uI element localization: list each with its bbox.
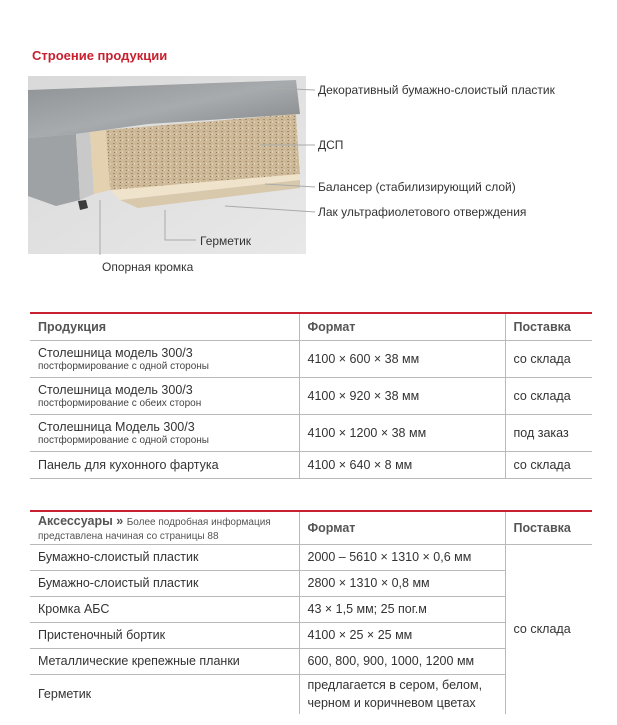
label-support-edge: Опорная кромка [102,260,194,274]
table-row [30,544,592,570]
product-supply: со склада [505,377,592,414]
col-format-header: Формат [299,511,505,544]
label-sealant: Герметик [200,234,252,248]
accessory-format: 2000 – 5610 × 1310 × 0,6 мм [299,544,505,570]
accessories-note: Более подробная информация представлена начиная со страницы 88 [38,516,271,542]
accessory-name: Пристеночный бортик [30,622,299,648]
product-note: постформирование с одной стороны [38,360,209,372]
col-supply-header: Поставка [505,313,592,340]
accessory-name: Металлические крепежные планки [30,648,299,674]
table-row [30,414,592,451]
accessory-format: 600, 800, 900, 1000, 1200 мм [299,648,505,674]
accessory-name: Кромка АБС [30,596,299,622]
product-name: Столешница Модель 300/3 [38,419,195,434]
accessories-table [30,510,592,714]
accessories-header [30,511,299,544]
callout-lines [0,0,617,300]
product-format: 4100 × 640 × 8 мм [299,451,505,478]
product-format: 4100 × 600 × 38 мм [299,340,505,377]
table-row [30,377,592,414]
section-title: Строение продукции [32,48,168,63]
product-supply: под заказ [505,414,592,451]
accessory-format: предлагается в сером, белом, черном и коричневом цветах [307,678,483,711]
product-format: 4100 × 920 × 38 мм [299,377,505,414]
accessory-supply: со склада [513,622,571,637]
product-name: Столешница модель 300/3 [38,382,193,397]
accessory-format: 2800 × 1310 × 0,8 мм [299,570,505,596]
product-name: Панель для кухонного фартука [30,451,299,478]
accessory-name: Бумажно-слоистый пластик [30,570,299,596]
accessory-name: Герметик [30,674,299,714]
accessory-format: 4100 × 25 × 25 мм [299,622,505,648]
table-row [30,451,592,478]
col-supply-header: Поставка [505,511,592,544]
accessory-name: Бумажно-слоистый пластик [30,544,299,570]
product-name: Столешница модель 300/3 [38,345,193,360]
accessory-format: 43 × 1,5 мм; 25 пог.м [299,596,505,622]
product-note: постформирование с обеих сторон [38,397,202,409]
table-row [30,340,592,377]
label-balancer: Балансер (стабилизирующий слой) [318,180,516,194]
accessories-title: Аксессуары » [38,513,124,528]
product-note: постформирование с одной стороны [38,434,209,446]
label-uv-lacquer: Лак ультрафиолетового отверждения [318,205,527,219]
product-supply: со склада [505,340,592,377]
col-product-header: Продукция [30,313,299,340]
label-chipboard: ДСП [318,138,344,152]
products-table [30,312,592,479]
product-supply: со склада [505,451,592,478]
label-decorative-laminate: Декоративный бумажно-слоистый пластик [318,83,555,97]
col-format-header: Формат [299,313,505,340]
product-format: 4100 × 1200 × 38 мм [299,414,505,451]
